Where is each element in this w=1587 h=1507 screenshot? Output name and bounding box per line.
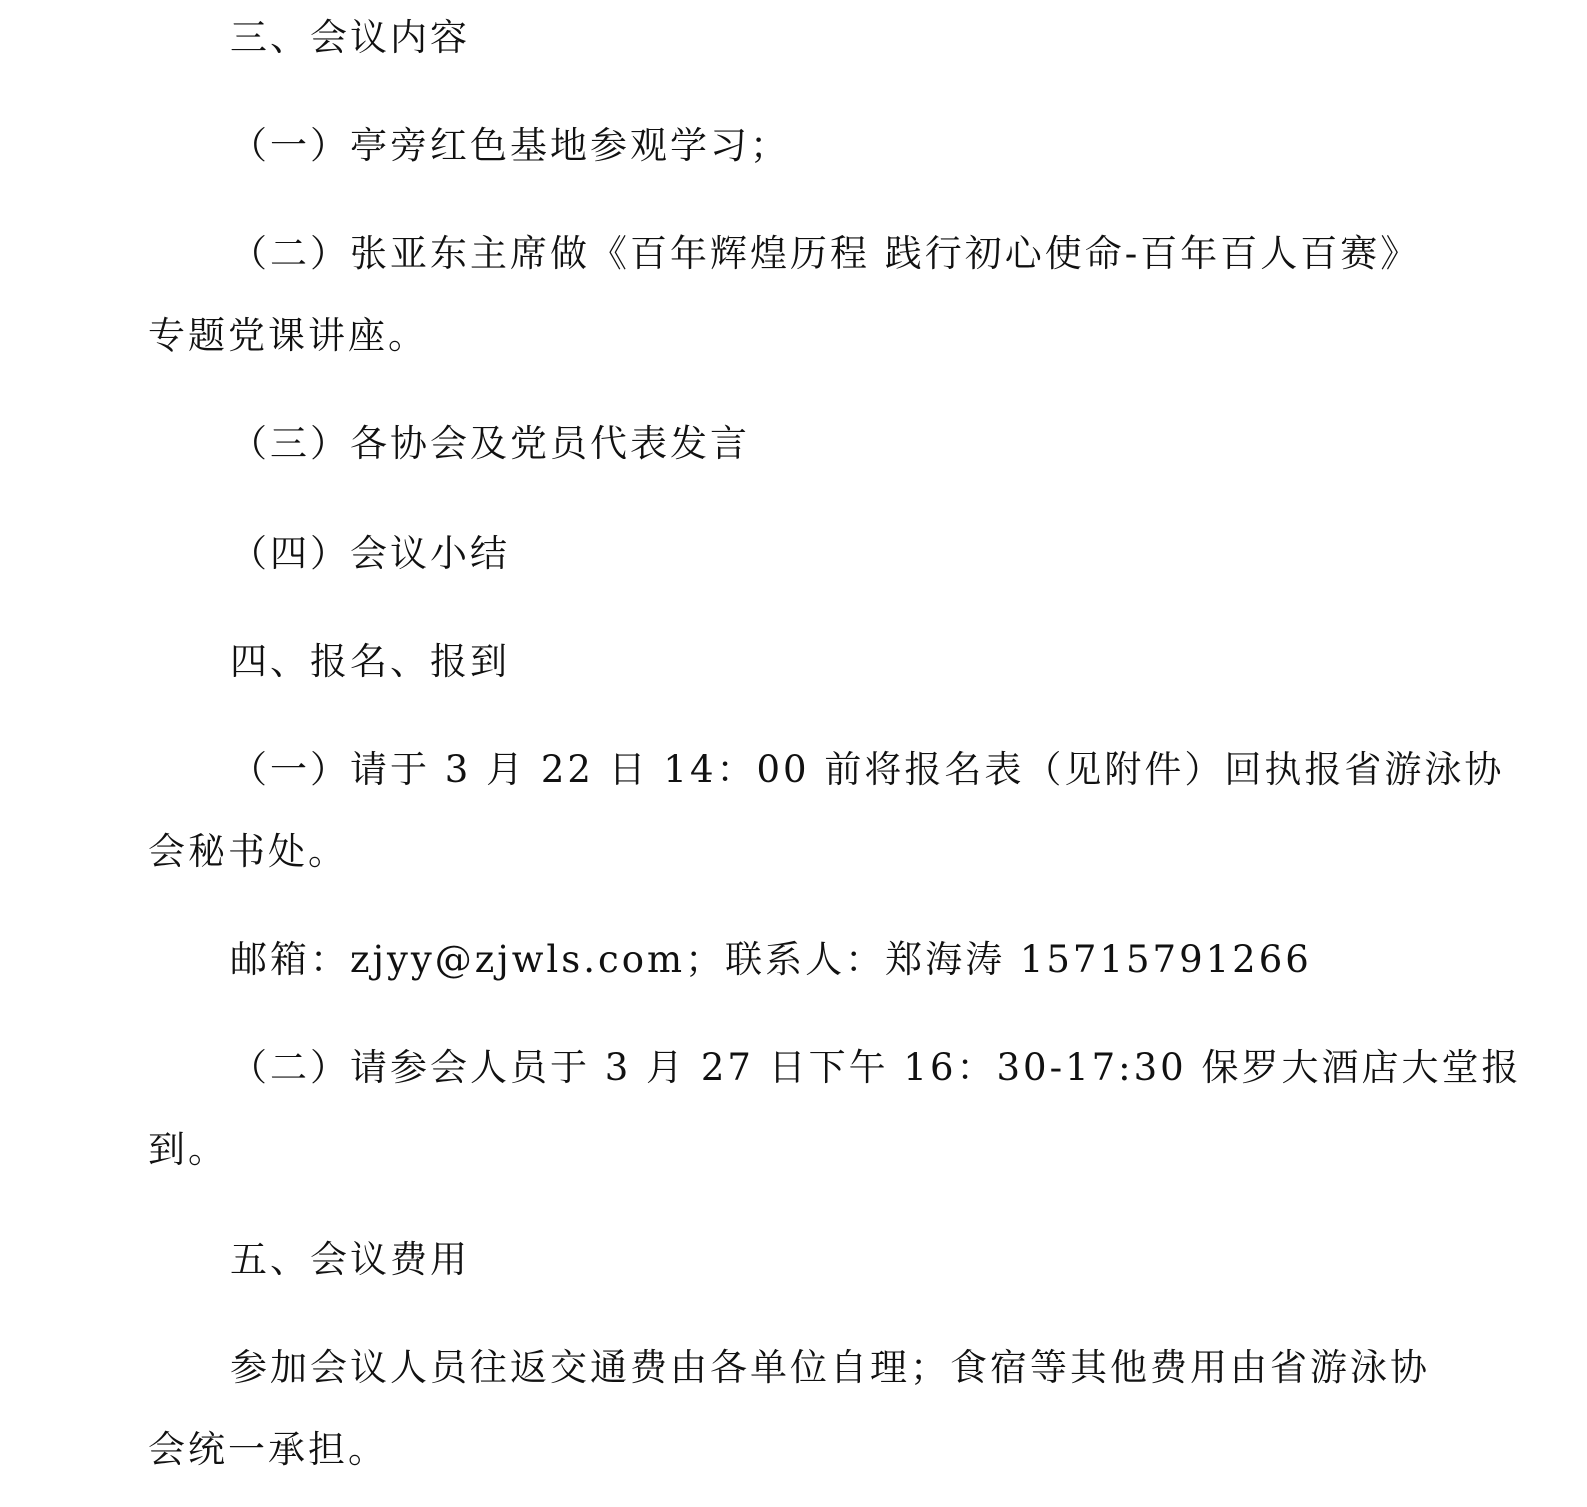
fees-paragraph-line1: 参加会议人员往返交通费由各单位自理；食宿等其他费用由省游泳协 xyxy=(230,1346,1430,1389)
list-item-lecture-line2: 专题党课讲座。 xyxy=(148,314,428,357)
list-item-lecture-line1: （二）张亚东主席做《百年辉煌历程 践行初心使命-百年百人百赛》 xyxy=(230,232,1421,275)
section-heading-meeting-content: 三、会议内容 xyxy=(230,16,470,59)
list-item-summary: （四）会议小结 xyxy=(230,532,510,575)
list-item-check-in-line2: 到。 xyxy=(148,1128,228,1171)
contact-info: 邮箱：zjyy@zjwls.com；联系人：郑海涛 15715791266 xyxy=(230,938,1312,981)
list-item-check-in-line1: （二）请参会人员于 3 月 27 日下午 16：30-17:30 保罗大酒店大堂报 xyxy=(230,1046,1522,1089)
section-heading-fees: 五、会议费用 xyxy=(230,1238,470,1281)
list-item-registration-deadline-line1: （一）请于 3 月 22 日 14：00 前将报名表（见附件）回执报省游泳协 xyxy=(230,748,1505,791)
fees-paragraph-line2: 会统一承担。 xyxy=(148,1428,388,1471)
section-heading-registration: 四、报名、报到 xyxy=(230,640,510,683)
list-item-speeches: （三）各协会及党员代表发言 xyxy=(230,422,750,465)
list-item-registration-deadline-line2: 会秘书处。 xyxy=(148,830,348,873)
list-item-visit-study: （一）亭旁红色基地参观学习； xyxy=(230,124,790,167)
